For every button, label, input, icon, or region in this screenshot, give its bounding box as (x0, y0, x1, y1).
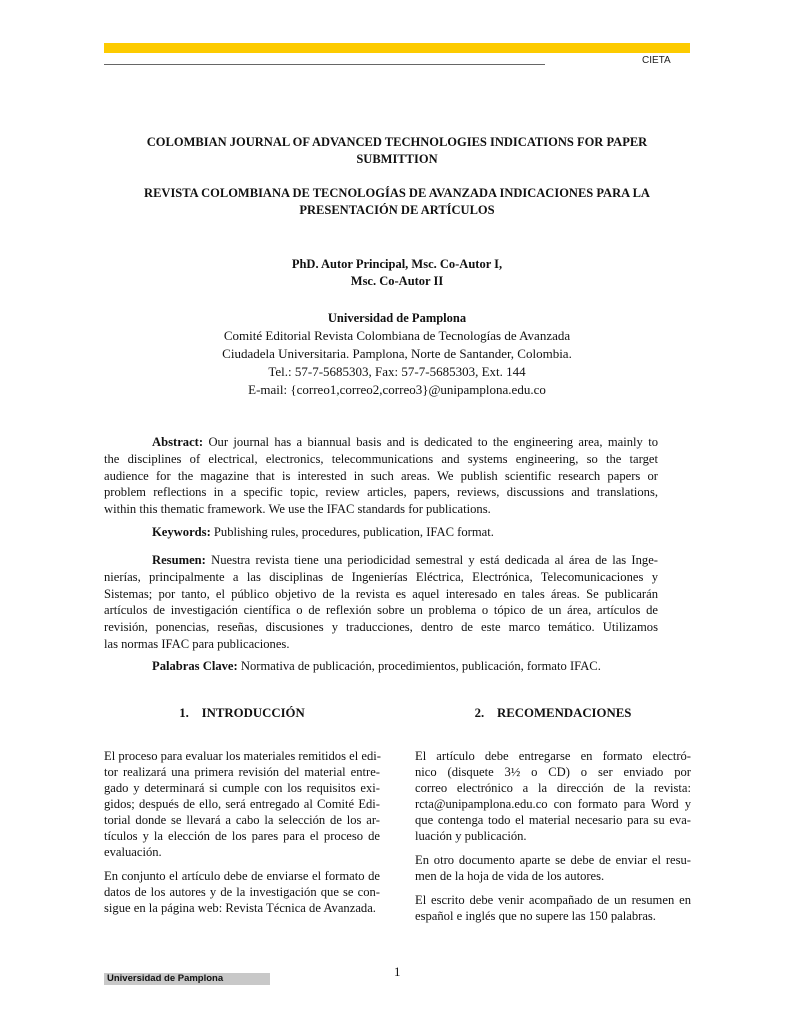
line-text: las normas IFAC para publicaciones. (104, 636, 290, 651)
text-line: español e inglés que no supere las 150 palabras. (415, 909, 656, 923)
author-line: PhD. Autor Principal, Msc. Co-Autor I, (291, 257, 503, 271)
author-line: Msc. Co-Autor II (350, 274, 444, 288)
text-line: El artículo debe entregarse en formato electró- (415, 749, 691, 763)
text-line: datos de los autores y de la investigación que se con- (104, 885, 380, 899)
line-text: nierías, principalmente a las disciplinas de Ingenierías Eléctrica, Electrónica, Telecomunicaciones y (104, 569, 658, 584)
text-line: tor realizará una primera revisión del material entre- (104, 765, 380, 779)
header-accent-bar (104, 43, 690, 53)
line-text: audience for the magazine that is interested in such areas. We publish scientific research papers or (104, 468, 658, 483)
text-line: En conjunto el artículo debe de enviarse el formato de (104, 869, 380, 883)
line-text: Our journal has a biannual basis and is dedicated to the engineering area, mainly to (208, 435, 659, 449)
paragraph (415, 892, 691, 924)
text-line (104, 602, 658, 619)
keywords-text: Publishing rules, procedures, publication, IFAC format. (213, 525, 494, 539)
line-text: the disciplines of electrical, electronics, telecommunications and systems engineering, so the target (104, 451, 658, 466)
section-heading-introduccion: 1. INTRODUCCIÓN (179, 706, 305, 720)
text-line (104, 501, 658, 518)
text-line: correo electrónico a la dirección de la revista: (415, 781, 691, 795)
email-line: E-mail: {correo1,correo2,correo3}@unipamplona.edu.co (248, 382, 546, 397)
text-line (104, 619, 658, 636)
paragraph-label: Abstract: (152, 435, 204, 449)
text-line: sigue en la página web: Revista Técnica de Avanzada. (104, 901, 376, 915)
title-line: SUBMITTION (356, 151, 438, 166)
palabras-clave-label: Palabras Clave: (152, 659, 238, 673)
paragraph (104, 748, 380, 860)
palabras-clave (104, 658, 658, 675)
affiliation-line: Ciudadela Universitaria. Pamplona, Norte de Santander, Colombia. (222, 346, 572, 361)
text-line: El proceso para evaluar los materiales remitidos el edi- (104, 749, 381, 763)
section-body-introduccion (104, 748, 380, 916)
title-spanish (104, 185, 690, 218)
institution: Universidad de Pamplona (327, 311, 467, 325)
affiliation-line: Comité Editorial Revista Colombiana de Tecnologías de Avanzada (223, 328, 571, 343)
authors (104, 256, 690, 290)
text-line: rcta@unipamplona.edu.co con formato para Word y (415, 797, 691, 811)
text-line (104, 434, 658, 451)
line-text: artículos de investigación científica o de reflexión sobre un problema o tópico de un área, artículos de (104, 603, 658, 618)
paragraph (104, 868, 380, 916)
text-line: torial donde se llevará a cabo la selección de los ar- (104, 813, 380, 827)
section-heading-recomendaciones: 2. RECOMENDACIONES (474, 706, 632, 720)
text-line: El escrito debe venir acompañado de un resumen en (415, 893, 691, 907)
header-rule (104, 64, 545, 65)
text-line: luación y publicación. (415, 829, 527, 843)
paragraph (415, 748, 691, 844)
keywords-label: Keywords: (152, 525, 211, 539)
title-line: PRESENTACIÓN DE ARTÍCULOS (299, 202, 495, 217)
text-line (104, 552, 658, 569)
page-number: 1 (394, 964, 401, 979)
line-text: within this thematic framework. We use the IFAC standards for publications. (104, 502, 491, 517)
affiliation-line: Tel.: 57-7-5685303, Fax: 57-7-5685303, Ext. 144 (268, 364, 526, 379)
line-text: problem reflections in a specific topic, review articles, papers, reviews, discussions and translations, (104, 485, 658, 500)
text-line: nico (disquete 3½ o CD) o ser enviado por (415, 765, 691, 779)
title-line: REVISTA COLOMBIANA DE TECNOLOGÍAS DE AVANZADA INDICACIONES PARA LA (144, 186, 650, 200)
paragraph (415, 852, 691, 884)
abstract (104, 434, 658, 518)
title-line: COLOMBIAN JOURNAL OF ADVANCED TECHNOLOGIES INDICATIONS FOR PAPER (146, 135, 648, 149)
affiliation (104, 309, 690, 399)
text-line: tículos y la elección de los pares para el proceso de (104, 829, 380, 843)
keywords (104, 524, 658, 541)
text-line: men de la hoja de vida de los autores. (415, 869, 605, 883)
text-line: gidos; después de ello, será entregado al Comité Edi- (104, 797, 380, 811)
text-line (104, 451, 658, 468)
text-line (104, 586, 658, 603)
paragraph-label: Resumen: (152, 553, 206, 567)
text-line: evaluación. (104, 845, 162, 859)
title-english (104, 134, 690, 167)
line-text: Nuestra revista tiene una periodicidad semestral y está dedicada al área de las Inge- (211, 553, 658, 567)
text-line: que contenga todo el material necesario para su eva- (415, 813, 691, 827)
text-line (104, 468, 658, 485)
text-line (104, 484, 658, 501)
section-body-recomendaciones (415, 748, 691, 924)
palabras-clave-text: Normativa de publicación, procedimientos, publicación, formato IFAC. (240, 659, 601, 673)
line-text: Sistemas; por tanto, el público objetivo de la revista es aquel interesado en tales áreas. Se publicarán (104, 586, 658, 601)
resumen (104, 552, 658, 653)
footer-institution: Universidad de Pamplona (104, 973, 270, 985)
journal-tag: CIETA (642, 55, 671, 66)
text-line (104, 569, 658, 586)
text-line: gado y determinará si cumple con los requisitos exi- (104, 781, 380, 795)
text-line (104, 636, 658, 653)
text-line: En otro documento aparte se debe de enviar el resu- (415, 853, 691, 867)
line-text: revisión, ponencias, reseñas, discusiones y traducciones, dentro de este marco temático. Utilizamos (104, 620, 658, 635)
